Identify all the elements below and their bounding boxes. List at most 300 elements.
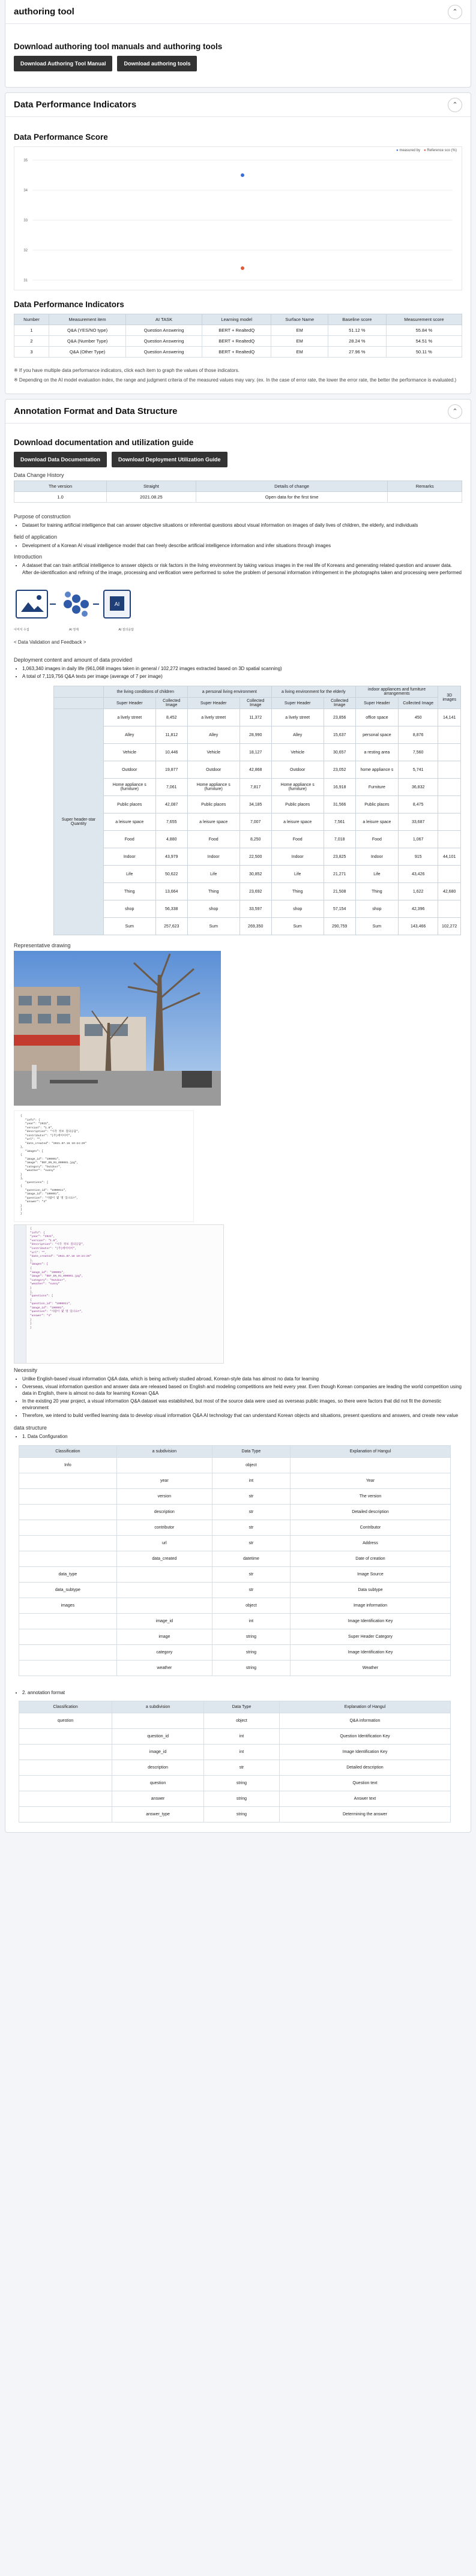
table-cell: 7,560 [399, 744, 438, 761]
table-header-cell: Collected Image [399, 698, 438, 709]
table-cell: 11,812 [155, 726, 187, 744]
table-cell: Alley [103, 726, 155, 744]
row-header: Super header-star Quantity [54, 709, 104, 935]
table-cell: Q&A information [279, 1713, 450, 1729]
code-line: ], [20, 1177, 24, 1180]
table-cell [19, 1520, 117, 1535]
table-cell [438, 796, 461, 813]
table-row [19, 1760, 451, 1776]
indicator-table [14, 314, 462, 358]
table-cell: Address [290, 1535, 450, 1551]
table-row[interactable] [14, 347, 462, 358]
table-cell: answer [112, 1791, 204, 1807]
indicator-table-title: Data Performance Indicators [14, 300, 124, 309]
code-line: "url": "", [25, 1138, 42, 1141]
table-cell: EM [271, 347, 328, 358]
table-cell: 269,350 [240, 918, 271, 935]
annotation-header[interactable] [5, 400, 471, 424]
code-line: { [30, 1227, 32, 1230]
table-cell: 19,877 [155, 761, 187, 779]
table-cell: 16,918 [324, 779, 355, 796]
table-cell: Vehicle [187, 744, 240, 761]
score-chart [14, 146, 462, 290]
table-header-cell: Explanation of Hangul [290, 1445, 450, 1457]
authoring-heading: Download authoring tool manuals and authoring tools [14, 42, 223, 51]
table-cell: string [212, 1660, 290, 1676]
table-cell [438, 831, 461, 848]
table-header-cell: 3D images [438, 686, 461, 709]
table-row [54, 900, 461, 918]
table-cell: 2 [14, 336, 49, 347]
table-cell: Public places [187, 796, 240, 813]
table-cell: Food [187, 831, 240, 848]
table-cell: Weather [290, 1660, 450, 1676]
table-cell [19, 1488, 117, 1504]
table-cell: Question text [279, 1776, 450, 1791]
table-cell: Question Answering [126, 325, 202, 336]
table-row[interactable] [14, 325, 462, 336]
table-cell: Vehicle [103, 744, 155, 761]
table-cell: Indoor [187, 848, 240, 866]
table-cell: 28,990 [240, 726, 271, 744]
table-cell: 42,396 [399, 900, 438, 918]
table-row [54, 709, 461, 726]
code-line: } [20, 1173, 22, 1176]
table-cell: Indoor [355, 848, 398, 866]
code-line: "question": "사람이 몇 명 있나요?", [25, 1196, 78, 1200]
table-cell: 28.24 % [328, 336, 386, 347]
code-line: } [20, 1204, 22, 1208]
table-header-cell: Classification [19, 1445, 117, 1457]
nec-item-2: • Overseas, visual information question and answer data are released based on English and modeling competitions are held every year. Even though Korean companies are leading the world competition using data in English, there is almost no data for learning Korean Q&A [22, 1383, 462, 1397]
table-cell: 42,680 [438, 883, 461, 900]
table-cell: 8,876 [399, 726, 438, 744]
table-header-cell: Remarks [388, 481, 462, 492]
table-cell: object [203, 1713, 279, 1729]
table-header-cell: a subdivision [116, 1445, 212, 1457]
table-header-cell: Super Header [355, 698, 398, 709]
code-line: "description": "시각 정보 질의응답", [25, 1130, 80, 1133]
table-cell: 18,127 [240, 744, 271, 761]
table-cell: 1,622 [399, 883, 438, 900]
code-line: "category": "Outdoor", [30, 1278, 67, 1282]
code-line: "weather": "sunny" [30, 1283, 60, 1286]
table-cell: int [212, 1613, 290, 1629]
code-line: "info": { [30, 1231, 45, 1235]
table-cell [19, 1807, 112, 1823]
table-cell: Answer text [279, 1791, 450, 1807]
table-cell: 54.51 % [386, 336, 462, 347]
table-row [19, 1520, 451, 1535]
code-line: "answer": "4" [25, 1200, 47, 1203]
code-line: } [30, 1326, 32, 1329]
table-cell: 14,141 [438, 709, 461, 726]
table-header-cell: Measurement item [49, 314, 126, 325]
code-line: "category": "Outdoor", [25, 1165, 62, 1169]
code-line: "image_id": "100001", [30, 1271, 65, 1274]
table-cell: contributor [116, 1520, 212, 1535]
table-header-cell: The version [14, 481, 107, 492]
download-guide-button[interactable]: Download Deployment Utilization Guide [112, 452, 227, 467]
code-line: "question_id": "1000011", [25, 1188, 67, 1192]
y-tick-label: 32 [23, 249, 28, 253]
table-header-cell: Super Header [271, 698, 324, 709]
table-cell: str [212, 1504, 290, 1520]
table-cell: data_created [116, 1551, 212, 1566]
table-row [54, 831, 461, 848]
table-cell: question_id [112, 1729, 204, 1745]
code-line: } [30, 1286, 32, 1290]
table-cell: weather [116, 1660, 212, 1676]
table-row [54, 796, 461, 813]
code-line: "contributor": "(주)에이아이", [25, 1134, 72, 1137]
table-cell [438, 900, 461, 918]
table-cell: int [203, 1745, 279, 1760]
table-cell: The version [290, 1488, 450, 1504]
table-cell: Super Header Category [290, 1629, 450, 1644]
chevron-up-icon[interactable]: ⌃ [448, 5, 462, 19]
table-cell: image_id [112, 1745, 204, 1760]
table-cell: Home appliance s (furniture) [271, 779, 324, 796]
table-header-cell: a living environment for the elderly [271, 686, 355, 698]
table-cell [19, 1473, 117, 1488]
table-cell: 51.12 % [328, 325, 386, 336]
table-cell: 34,185 [240, 796, 271, 813]
table-cell: 11,372 [240, 709, 271, 726]
table-cell [19, 1745, 112, 1760]
table-cell: str [212, 1582, 290, 1598]
table-cell: 102,272 [438, 918, 461, 935]
table-header-cell: AI TASK [126, 314, 202, 325]
chevron-up-icon[interactable]: ⌃ [448, 404, 462, 419]
table-cell: a leisure space [271, 813, 324, 831]
code-line: "image": "DEF_EN_01_000001.jpg", [25, 1161, 79, 1164]
table-cell: str [203, 1760, 279, 1776]
table-cell: string [212, 1644, 290, 1660]
table-cell: 143,466 [399, 918, 438, 935]
table-row [19, 1598, 451, 1613]
field-text: • Development of a Korean AI visual intelligence model that can freely describe artificial intelligence information and infer situations through images [22, 542, 462, 550]
table-cell: home appliance s [355, 761, 398, 779]
chart-legend [396, 149, 457, 152]
table-cell: 21,508 [324, 883, 355, 900]
table-cell: Detailed description [290, 1504, 450, 1520]
table-cell: a leisure space [103, 813, 155, 831]
data-point[interactable] [241, 266, 244, 270]
table-cell [19, 1551, 117, 1566]
table-row [19, 1613, 451, 1629]
table-cell: 23,856 [324, 709, 355, 726]
table-header-cell: a subdivision [112, 1701, 204, 1713]
table-cell: 42,868 [240, 761, 271, 779]
table-cell: 23,825 [324, 848, 355, 866]
legend-reference: ● Reference sco (%) [424, 149, 457, 152]
score-chart-svg [14, 147, 462, 290]
purpose-text: • Dataset for training artificial intelligence that can answer objective situations or inferential questions about visual information on images of daily lives of children, the elderly, and individuals [22, 522, 462, 529]
code-line: "url": "", [30, 1251, 47, 1254]
table-row [54, 918, 461, 935]
table-cell [19, 1613, 117, 1629]
table-cell: Image Source [290, 1566, 450, 1582]
ds-title: data structure [14, 1425, 47, 1431]
table-row [19, 1457, 451, 1473]
table-cell: object [212, 1598, 290, 1613]
table-row [19, 1807, 451, 1823]
table-header-cell: Measurement score [386, 314, 462, 325]
table-cell: image [116, 1629, 212, 1644]
table-header-cell: Details of change [196, 481, 388, 492]
table-cell: Indoor [103, 848, 155, 866]
code-line: "version": "1.0", [30, 1239, 58, 1242]
table-row [19, 1791, 451, 1807]
table-cell: Outdoor [103, 761, 155, 779]
table-cell: 56,338 [155, 900, 187, 918]
table-row [19, 1713, 451, 1729]
ds1-title: • 1. Data Configuration [22, 1433, 462, 1440]
chevron-up-icon[interactable]: ⌃ [448, 98, 462, 112]
table-cell: version [116, 1488, 212, 1504]
table-cell: 7,561 [324, 813, 355, 831]
table-cell [438, 779, 461, 796]
table-row [19, 1729, 451, 1745]
table-cell: data_type [19, 1566, 117, 1582]
table-cell: description [116, 1504, 212, 1520]
table-cell: Question Identification Key [279, 1729, 450, 1745]
table-cell: Image Identification Key [290, 1644, 450, 1660]
table-cell: 7,061 [155, 779, 187, 796]
table-cell: 8,250 [240, 831, 271, 848]
table-cell: 1.0 [14, 492, 107, 503]
table-cell: 33,597 [240, 900, 271, 918]
authoring-tool-header[interactable] [5, 0, 471, 24]
deploy-title: Deployment content and amount of data provided [14, 657, 133, 663]
table-cell [290, 1457, 450, 1473]
code-line: ], [30, 1290, 34, 1294]
table-cell: Date of creation [290, 1551, 450, 1566]
diagram-graphic [14, 584, 134, 626]
table-cell: Q&A (Other Type) [49, 347, 126, 358]
table-cell: int [212, 1473, 290, 1488]
table-cell [438, 761, 461, 779]
download-doc-button[interactable]: Download Data Documentation [14, 452, 107, 467]
table-cell: Question Answering [126, 347, 202, 358]
table-cell: Detailed description [279, 1760, 450, 1776]
code-line: "date_created": "2021.07.16 10:24:29" [30, 1255, 91, 1259]
table-row [19, 1566, 451, 1582]
nec-title: Necessity [14, 1367, 38, 1373]
code-line: "images": [ [25, 1149, 44, 1153]
table-cell: Info [19, 1457, 117, 1473]
table-cell: 5,741 [399, 761, 438, 779]
table-cell: 43,979 [155, 848, 187, 866]
table-cell: Vehicle [271, 744, 324, 761]
table-cell: string [203, 1791, 279, 1807]
table-cell: datetime [212, 1551, 290, 1566]
code-line: "image_id": "100001", [25, 1157, 60, 1161]
table-cell: Public places [103, 796, 155, 813]
table-cell [438, 866, 461, 883]
data-point[interactable] [241, 173, 244, 177]
table-cell: Indoor [271, 848, 324, 866]
table-cell: BERT + RealtedQ [202, 336, 271, 347]
table-header-cell: Collected Image [324, 698, 355, 709]
table-cell: str [212, 1566, 290, 1582]
table-cell [116, 1566, 212, 1582]
table-cell: category [116, 1644, 212, 1660]
table-cell: str [212, 1520, 290, 1535]
table-cell: question [112, 1776, 204, 1791]
table-cell: shop [271, 900, 324, 918]
table-cell: Life [271, 866, 324, 883]
code-line: }, [30, 1259, 34, 1262]
code-line: "questions": [ [30, 1295, 53, 1298]
table-row [19, 1551, 451, 1566]
table-cell: Public places [355, 796, 398, 813]
table-cell: int [203, 1729, 279, 1745]
download-tools-button[interactable]: Download authoring tools [117, 56, 197, 71]
table-cell: 44,101 [438, 848, 461, 866]
table-header-cell: Straight [107, 481, 196, 492]
table-cell [438, 744, 461, 761]
code-line: "question_id": "1000011", [30, 1302, 71, 1306]
table-cell: Home appliance s (furniture) [187, 779, 240, 796]
table-cell: Q&A (Number Type) [49, 336, 126, 347]
table-row[interactable] [14, 336, 462, 347]
table-header-cell: Explanation of Hangul [279, 1701, 450, 1713]
data-config-table [19, 1445, 451, 1676]
table-cell: shop [355, 900, 398, 918]
performance-header[interactable] [5, 93, 471, 117]
table-cell: office space [355, 709, 398, 726]
table-cell: description [112, 1760, 204, 1776]
performance-panel [5, 92, 471, 394]
annotation-format-table [19, 1701, 451, 1823]
table-cell: 23,692 [240, 883, 271, 900]
table-cell: Open data for the first time [196, 492, 388, 503]
code-line: "weather": "sunny" [25, 1169, 55, 1172]
table-cell: Thing [103, 883, 155, 900]
ds2-title: • 2. annotation format [22, 1689, 462, 1697]
table-cell: 43,426 [399, 866, 438, 883]
table-cell: data_subtype [19, 1582, 117, 1598]
code-line: "description": "시각 정보 질의응답", [30, 1243, 85, 1247]
table-header-cell: Number [14, 314, 49, 325]
table-cell: Sum [103, 918, 155, 935]
history-title: Data Change History [14, 472, 64, 478]
table-cell: a leisure space [355, 813, 398, 831]
table-cell: Year [290, 1473, 450, 1488]
table-cell: 915 [399, 848, 438, 866]
json-sample-2 [14, 1224, 224, 1364]
table-cell: 55.84 % [386, 325, 462, 336]
table-cell: shop [187, 900, 240, 918]
authoring-tool-panel [5, 0, 471, 88]
table-cell: a lively street [271, 709, 324, 726]
code-line: "image": "DEF_EN_01_000001.jpg", [30, 1275, 83, 1278]
table-cell: EM [271, 336, 328, 347]
table-cell: year [116, 1473, 212, 1488]
table-cell: 36,832 [399, 779, 438, 796]
y-tick-label: 35 [23, 159, 28, 163]
validation-diagram [14, 584, 134, 632]
table-cell: 7,655 [155, 813, 187, 831]
code-line: "image_id": "100001", [30, 1306, 65, 1310]
table-cell [19, 1535, 117, 1551]
table-cell: Life [103, 866, 155, 883]
code-line: "answer": "4" [30, 1314, 52, 1318]
table-cell: 1,067 [399, 831, 438, 848]
table-header-cell: Surface Name [271, 314, 328, 325]
table-cell: 8,452 [155, 709, 187, 726]
nec-item-3: • In the existing 20 year project, a visual information Q&A dataset was established, but most of the source data were used as overseas public images, so there were factors that did not fit the domestic environment [22, 1398, 462, 1412]
table-cell: 10,446 [155, 744, 187, 761]
table-row [19, 1644, 451, 1660]
table-cell: 4,880 [155, 831, 187, 848]
table-cell: 33,687 [399, 813, 438, 831]
field-title: field of application [14, 533, 58, 540]
table-cell: images [19, 1598, 117, 1613]
code-line: ] [20, 1208, 22, 1211]
y-tick-label: 33 [23, 219, 28, 223]
table-cell: 2021.08.25 [107, 492, 196, 503]
download-manual-button[interactable]: Download Authoring Tool Manual [14, 56, 112, 71]
table-row [54, 813, 461, 831]
representative-photo [14, 951, 221, 1106]
rep-title: Representative drawing [14, 942, 71, 948]
table-cell: Contributor [290, 1520, 450, 1535]
history-table [14, 481, 462, 503]
nec-item-4: • Therefore, we intend to build verified learning data to develop visual information Q&A AI technology that can understand Korean objects and situations, present questions and answers, and create new value [22, 1412, 462, 1419]
table-header-cell: Collected Image [155, 698, 187, 709]
section-title: Annotation Format and Data Structure [14, 406, 178, 416]
table-cell [19, 1791, 112, 1807]
table-row [54, 866, 461, 883]
code-line: { [20, 1185, 22, 1188]
table-cell: Alley [187, 726, 240, 744]
table-cell: Thing [271, 883, 324, 900]
table-cell: 30,852 [240, 866, 271, 883]
diagram-caption: < Data Validation and Feedback > [14, 640, 86, 645]
table-cell: answer_type [112, 1807, 204, 1823]
table-header-cell: the living conditions of children [103, 686, 187, 698]
code-line: }, [20, 1146, 24, 1149]
code-line: ] [30, 1322, 32, 1326]
intro-title: Introduction [14, 554, 43, 560]
table-cell: Outdoor [187, 761, 240, 779]
table-cell: Determining the answer [279, 1807, 450, 1823]
table-cell: 31,566 [324, 796, 355, 813]
table-cell: 22,500 [240, 848, 271, 866]
table-cell [112, 1713, 204, 1729]
table-header-cell: Super Header [103, 698, 155, 709]
table-cell [116, 1598, 212, 1613]
table-cell: object [212, 1457, 290, 1473]
table-cell: 27.96 % [328, 347, 386, 358]
table-cell: 290,759 [324, 918, 355, 935]
table-cell [388, 492, 462, 503]
table-cell: string [203, 1807, 279, 1823]
table-cell: question [19, 1713, 112, 1729]
image-count-table [53, 686, 461, 935]
table-cell: Thing [355, 883, 398, 900]
table-row [54, 761, 461, 779]
purpose-title: Purpose of construction [14, 514, 71, 520]
note-1: ※ If you have multiple data performance indicators, click each item to graph the values of those indicators. [14, 368, 240, 373]
table-row [19, 1535, 451, 1551]
table-cell: Sum [271, 918, 324, 935]
table-cell: Public places [271, 796, 324, 813]
table-cell: Data subtype [290, 1582, 450, 1598]
